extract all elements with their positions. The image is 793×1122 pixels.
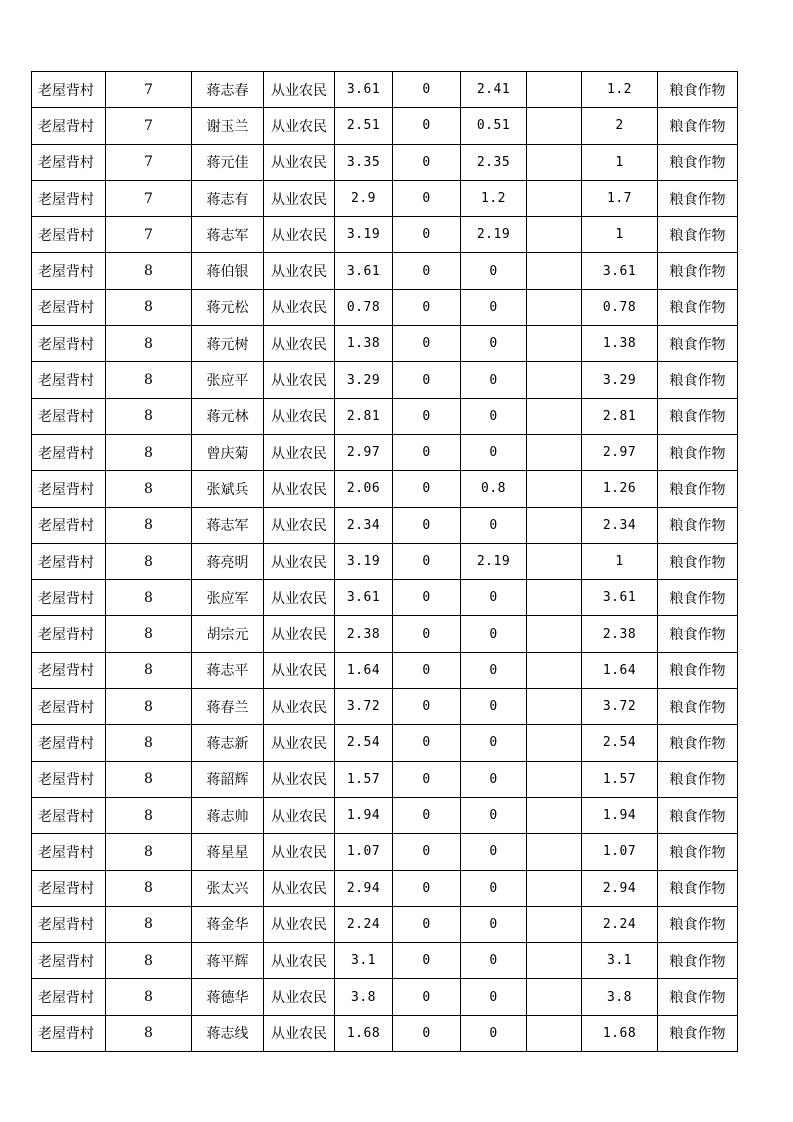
group-cell: 8 (106, 652, 192, 688)
group-cell: 8 (106, 616, 192, 652)
table-row (32, 144, 738, 180)
value-cell-2: 0 (461, 398, 527, 434)
table-row (32, 434, 738, 470)
value-cell-4: 2 (582, 108, 658, 144)
group-cell: 8 (106, 326, 192, 362)
area-cell: 1.64 (335, 652, 393, 688)
group-cell: 8 (106, 507, 192, 543)
group-cell: 8 (106, 253, 192, 289)
table-row (32, 72, 738, 108)
value-cell-2: 0 (461, 689, 527, 725)
value-cell-4: 1.94 (582, 797, 658, 833)
value-cell-4: 1.07 (582, 834, 658, 870)
group-cell: 8 (106, 543, 192, 579)
value-cell-2: 2.35 (461, 144, 527, 180)
crop-cell: 粮食作物 (658, 144, 738, 180)
group-cell: 8 (106, 870, 192, 906)
area-cell: 3.61 (335, 253, 393, 289)
value-cell-1: 0 (393, 834, 461, 870)
group-cell: 8 (106, 434, 192, 470)
crop-cell: 粮食作物 (658, 834, 738, 870)
group-cell: 7 (106, 72, 192, 108)
area-cell: 2.24 (335, 906, 393, 942)
group-cell: 8 (106, 1015, 192, 1051)
occupation-cell: 从业农民 (264, 797, 335, 833)
village-cell: 老屋背村 (32, 761, 106, 797)
village-cell: 老屋背村 (32, 834, 106, 870)
group-cell: 8 (106, 580, 192, 616)
value-cell-1: 0 (393, 180, 461, 216)
village-cell: 老屋背村 (32, 72, 106, 108)
value-cell-3 (527, 434, 582, 470)
village-cell: 老屋背村 (32, 870, 106, 906)
area-cell: 1.07 (335, 834, 393, 870)
village-cell: 老屋背村 (32, 543, 106, 579)
value-cell-4: 1 (582, 217, 658, 253)
crop-cell: 粮食作物 (658, 943, 738, 979)
value-cell-1: 0 (393, 326, 461, 362)
crop-cell: 粮食作物 (658, 616, 738, 652)
value-cell-3 (527, 979, 582, 1015)
area-cell: 2.81 (335, 398, 393, 434)
table-row (32, 253, 738, 289)
value-cell-4: 3.1 (582, 943, 658, 979)
name-cell: 蒋志军 (192, 507, 264, 543)
value-cell-2: 0 (461, 797, 527, 833)
group-cell: 7 (106, 144, 192, 180)
crop-cell: 粮食作物 (658, 761, 738, 797)
value-cell-3 (527, 362, 582, 398)
value-cell-2: 2.41 (461, 72, 527, 108)
crop-cell: 粮食作物 (658, 979, 738, 1015)
data-table (31, 71, 738, 1052)
value-cell-1: 0 (393, 979, 461, 1015)
value-cell-3 (527, 108, 582, 144)
crop-cell: 粮食作物 (658, 180, 738, 216)
value-cell-4: 2.38 (582, 616, 658, 652)
value-cell-4: 3.8 (582, 979, 658, 1015)
value-cell-2: 0 (461, 870, 527, 906)
area-cell: 3.1 (335, 943, 393, 979)
value-cell-3 (527, 943, 582, 979)
value-cell-4: 3.29 (582, 362, 658, 398)
group-cell: 7 (106, 108, 192, 144)
area-cell: 3.19 (335, 217, 393, 253)
occupation-cell: 从业农民 (264, 906, 335, 942)
area-cell: 2.34 (335, 507, 393, 543)
value-cell-1: 0 (393, 253, 461, 289)
area-cell: 1.94 (335, 797, 393, 833)
name-cell: 张应军 (192, 580, 264, 616)
village-cell: 老屋背村 (32, 580, 106, 616)
value-cell-1: 0 (393, 725, 461, 761)
group-cell: 8 (106, 289, 192, 325)
value-cell-4: 1.7 (582, 180, 658, 216)
value-cell-2: 0.8 (461, 471, 527, 507)
table-row (32, 362, 738, 398)
name-cell: 蒋德华 (192, 979, 264, 1015)
value-cell-2: 0 (461, 834, 527, 870)
village-cell: 老屋背村 (32, 362, 106, 398)
village-cell: 老屋背村 (32, 689, 106, 725)
group-cell: 8 (106, 398, 192, 434)
value-cell-1: 0 (393, 362, 461, 398)
value-cell-2: 0 (461, 253, 527, 289)
group-cell: 8 (106, 906, 192, 942)
table-body (32, 72, 738, 1052)
village-cell: 老屋背村 (32, 725, 106, 761)
area-cell: 3.61 (335, 72, 393, 108)
crop-cell: 粮食作物 (658, 1015, 738, 1051)
village-cell: 老屋背村 (32, 616, 106, 652)
value-cell-4: 1.57 (582, 761, 658, 797)
value-cell-2: 1.2 (461, 180, 527, 216)
value-cell-1: 0 (393, 616, 461, 652)
value-cell-3 (527, 761, 582, 797)
village-cell: 老屋背村 (32, 217, 106, 253)
value-cell-4: 1.38 (582, 326, 658, 362)
table-row (32, 943, 738, 979)
value-cell-1: 0 (393, 761, 461, 797)
value-cell-3 (527, 289, 582, 325)
value-cell-3 (527, 906, 582, 942)
value-cell-3 (527, 1015, 582, 1051)
value-cell-4: 1 (582, 543, 658, 579)
value-cell-3 (527, 471, 582, 507)
table-row (32, 471, 738, 507)
village-cell: 老屋背村 (32, 1015, 106, 1051)
village-cell: 老屋背村 (32, 289, 106, 325)
occupation-cell: 从业农民 (264, 289, 335, 325)
area-cell: 1.68 (335, 1015, 393, 1051)
occupation-cell: 从业农民 (264, 943, 335, 979)
village-cell: 老屋背村 (32, 906, 106, 942)
occupation-cell: 从业农民 (264, 326, 335, 362)
group-cell: 8 (106, 689, 192, 725)
village-cell: 老屋背村 (32, 943, 106, 979)
value-cell-4: 3.61 (582, 580, 658, 616)
value-cell-3 (527, 870, 582, 906)
name-cell: 蒋元林 (192, 398, 264, 434)
occupation-cell: 从业农民 (264, 1015, 335, 1051)
value-cell-3 (527, 72, 582, 108)
occupation-cell: 从业农民 (264, 834, 335, 870)
table-row (32, 580, 738, 616)
value-cell-4: 2.97 (582, 434, 658, 470)
value-cell-3 (527, 398, 582, 434)
village-cell: 老屋背村 (32, 507, 106, 543)
crop-cell: 粮食作物 (658, 72, 738, 108)
area-cell: 2.51 (335, 108, 393, 144)
occupation-cell: 从业农民 (264, 507, 335, 543)
value-cell-4: 1.64 (582, 652, 658, 688)
value-cell-1: 0 (393, 217, 461, 253)
value-cell-1: 0 (393, 652, 461, 688)
value-cell-2: 0 (461, 434, 527, 470)
value-cell-3 (527, 689, 582, 725)
value-cell-2: 0 (461, 906, 527, 942)
area-cell: 1.38 (335, 326, 393, 362)
value-cell-1: 0 (393, 507, 461, 543)
value-cell-3 (527, 834, 582, 870)
crop-cell: 粮食作物 (658, 398, 738, 434)
occupation-cell: 从业农民 (264, 543, 335, 579)
name-cell: 蒋志平 (192, 652, 264, 688)
table-row (32, 326, 738, 362)
occupation-cell: 从业农民 (264, 72, 335, 108)
group-cell: 7 (106, 217, 192, 253)
occupation-cell: 从业农民 (264, 180, 335, 216)
name-cell: 蒋志新 (192, 725, 264, 761)
group-cell: 8 (106, 725, 192, 761)
value-cell-2: 0 (461, 362, 527, 398)
village-cell: 老屋背村 (32, 398, 106, 434)
name-cell: 蒋志军 (192, 217, 264, 253)
table-row (32, 398, 738, 434)
village-cell: 老屋背村 (32, 797, 106, 833)
value-cell-2: 0 (461, 943, 527, 979)
area-cell: 2.06 (335, 471, 393, 507)
name-cell: 蒋春兰 (192, 689, 264, 725)
crop-cell: 粮食作物 (658, 725, 738, 761)
occupation-cell: 从业农民 (264, 652, 335, 688)
value-cell-4: 2.81 (582, 398, 658, 434)
name-cell: 蒋伯银 (192, 253, 264, 289)
area-cell: 3.29 (335, 362, 393, 398)
value-cell-3 (527, 797, 582, 833)
value-cell-1: 0 (393, 870, 461, 906)
name-cell: 张应平 (192, 362, 264, 398)
area-cell: 3.19 (335, 543, 393, 579)
group-cell: 7 (106, 180, 192, 216)
value-cell-4: 3.72 (582, 689, 658, 725)
value-cell-4: 1.2 (582, 72, 658, 108)
table-row (32, 217, 738, 253)
table-row (32, 543, 738, 579)
value-cell-1: 0 (393, 943, 461, 979)
value-cell-1: 0 (393, 289, 461, 325)
table-row (32, 689, 738, 725)
value-cell-1: 0 (393, 906, 461, 942)
value-cell-2: 0 (461, 652, 527, 688)
value-cell-3 (527, 507, 582, 543)
value-cell-4: 1 (582, 144, 658, 180)
value-cell-3 (527, 543, 582, 579)
value-cell-3 (527, 616, 582, 652)
occupation-cell: 从业农民 (264, 398, 335, 434)
value-cell-4: 3.61 (582, 253, 658, 289)
name-cell: 蒋金华 (192, 906, 264, 942)
value-cell-2: 0 (461, 616, 527, 652)
name-cell: 蒋元树 (192, 326, 264, 362)
table-row (32, 616, 738, 652)
value-cell-1: 0 (393, 580, 461, 616)
value-cell-2: 0 (461, 580, 527, 616)
group-cell: 8 (106, 979, 192, 1015)
crop-cell: 粮食作物 (658, 797, 738, 833)
value-cell-4: 0.78 (582, 289, 658, 325)
crop-cell: 粮食作物 (658, 543, 738, 579)
table-row (32, 108, 738, 144)
value-cell-3 (527, 725, 582, 761)
name-cell: 张太兴 (192, 870, 264, 906)
occupation-cell: 从业农民 (264, 217, 335, 253)
value-cell-1: 0 (393, 434, 461, 470)
value-cell-4: 2.94 (582, 870, 658, 906)
crop-cell: 粮食作物 (658, 362, 738, 398)
occupation-cell: 从业农民 (264, 689, 335, 725)
area-cell: 2.38 (335, 616, 393, 652)
value-cell-1: 0 (393, 1015, 461, 1051)
table-row (32, 507, 738, 543)
name-cell: 谢玉兰 (192, 108, 264, 144)
value-cell-3 (527, 580, 582, 616)
group-cell: 8 (106, 761, 192, 797)
value-cell-1: 0 (393, 797, 461, 833)
crop-cell: 粮食作物 (658, 652, 738, 688)
village-cell: 老屋背村 (32, 652, 106, 688)
value-cell-2: 0 (461, 507, 527, 543)
table-row (32, 906, 738, 942)
table-row (32, 180, 738, 216)
occupation-cell: 从业农民 (264, 362, 335, 398)
group-cell: 8 (106, 362, 192, 398)
occupation-cell: 从业农民 (264, 580, 335, 616)
area-cell: 2.54 (335, 725, 393, 761)
value-cell-4: 2.24 (582, 906, 658, 942)
value-cell-1: 0 (393, 72, 461, 108)
crop-cell: 粮食作物 (658, 289, 738, 325)
value-cell-2: 0 (461, 326, 527, 362)
value-cell-2: 0 (461, 761, 527, 797)
area-cell: 3.35 (335, 144, 393, 180)
name-cell: 蒋韶辉 (192, 761, 264, 797)
name-cell: 蒋亮明 (192, 543, 264, 579)
crop-cell: 粮食作物 (658, 217, 738, 253)
table-row (32, 652, 738, 688)
area-cell: 2.94 (335, 870, 393, 906)
table-row (32, 725, 738, 761)
table-row (32, 289, 738, 325)
group-cell: 8 (106, 943, 192, 979)
table-row (32, 797, 738, 833)
crop-cell: 粮食作物 (658, 906, 738, 942)
village-cell: 老屋背村 (32, 434, 106, 470)
name-cell: 蒋元佳 (192, 144, 264, 180)
value-cell-3 (527, 326, 582, 362)
value-cell-1: 0 (393, 689, 461, 725)
value-cell-1: 0 (393, 144, 461, 180)
value-cell-3 (527, 217, 582, 253)
name-cell: 张斌兵 (192, 471, 264, 507)
value-cell-4: 1.68 (582, 1015, 658, 1051)
occupation-cell: 从业农民 (264, 979, 335, 1015)
value-cell-4: 2.34 (582, 507, 658, 543)
area-cell: 1.57 (335, 761, 393, 797)
table-row (32, 870, 738, 906)
village-cell: 老屋背村 (32, 180, 106, 216)
name-cell: 蒋平辉 (192, 943, 264, 979)
occupation-cell: 从业农民 (264, 616, 335, 652)
value-cell-2: 0 (461, 289, 527, 325)
village-cell: 老屋背村 (32, 144, 106, 180)
area-cell: 3.8 (335, 979, 393, 1015)
table-row (32, 834, 738, 870)
table-row (32, 761, 738, 797)
value-cell-3 (527, 652, 582, 688)
area-cell: 0.78 (335, 289, 393, 325)
occupation-cell: 从业农民 (264, 471, 335, 507)
occupation-cell: 从业农民 (264, 434, 335, 470)
value-cell-1: 0 (393, 398, 461, 434)
group-cell: 8 (106, 834, 192, 870)
area-cell: 3.72 (335, 689, 393, 725)
village-cell: 老屋背村 (32, 326, 106, 362)
crop-cell: 粮食作物 (658, 870, 738, 906)
value-cell-2: 2.19 (461, 217, 527, 253)
name-cell: 蒋元松 (192, 289, 264, 325)
occupation-cell: 从业农民 (264, 253, 335, 289)
value-cell-1: 0 (393, 108, 461, 144)
area-cell: 2.97 (335, 434, 393, 470)
value-cell-1: 0 (393, 543, 461, 579)
value-cell-3 (527, 144, 582, 180)
value-cell-2: 0.51 (461, 108, 527, 144)
value-cell-4: 2.54 (582, 725, 658, 761)
crop-cell: 粮食作物 (658, 434, 738, 470)
crop-cell: 粮食作物 (658, 108, 738, 144)
village-cell: 老屋背村 (32, 253, 106, 289)
value-cell-3 (527, 253, 582, 289)
name-cell: 曾庆菊 (192, 434, 264, 470)
group-cell: 8 (106, 797, 192, 833)
occupation-cell: 从业农民 (264, 108, 335, 144)
occupation-cell: 从业农民 (264, 725, 335, 761)
name-cell: 蒋志春 (192, 72, 264, 108)
village-cell: 老屋背村 (32, 108, 106, 144)
table-row (32, 979, 738, 1015)
crop-cell: 粮食作物 (658, 689, 738, 725)
area-cell: 2.9 (335, 180, 393, 216)
crop-cell: 粮食作物 (658, 326, 738, 362)
value-cell-3 (527, 180, 582, 216)
name-cell: 蒋星星 (192, 834, 264, 870)
village-cell: 老屋背村 (32, 979, 106, 1015)
group-cell: 8 (106, 471, 192, 507)
area-cell: 3.61 (335, 580, 393, 616)
value-cell-2: 0 (461, 725, 527, 761)
value-cell-2: 0 (461, 979, 527, 1015)
occupation-cell: 从业农民 (264, 870, 335, 906)
name-cell: 胡宗元 (192, 616, 264, 652)
occupation-cell: 从业农民 (264, 761, 335, 797)
occupation-cell: 从业农民 (264, 144, 335, 180)
crop-cell: 粮食作物 (658, 471, 738, 507)
value-cell-1: 0 (393, 471, 461, 507)
crop-cell: 粮食作物 (658, 507, 738, 543)
village-cell: 老屋背村 (32, 471, 106, 507)
crop-cell: 粮食作物 (658, 253, 738, 289)
name-cell: 蒋志有 (192, 180, 264, 216)
value-cell-2: 2.19 (461, 543, 527, 579)
crop-cell: 粮食作物 (658, 580, 738, 616)
name-cell: 蒋志线 (192, 1015, 264, 1051)
table-row (32, 1015, 738, 1051)
value-cell-2: 0 (461, 1015, 527, 1051)
name-cell: 蒋志帅 (192, 797, 264, 833)
value-cell-4: 1.26 (582, 471, 658, 507)
